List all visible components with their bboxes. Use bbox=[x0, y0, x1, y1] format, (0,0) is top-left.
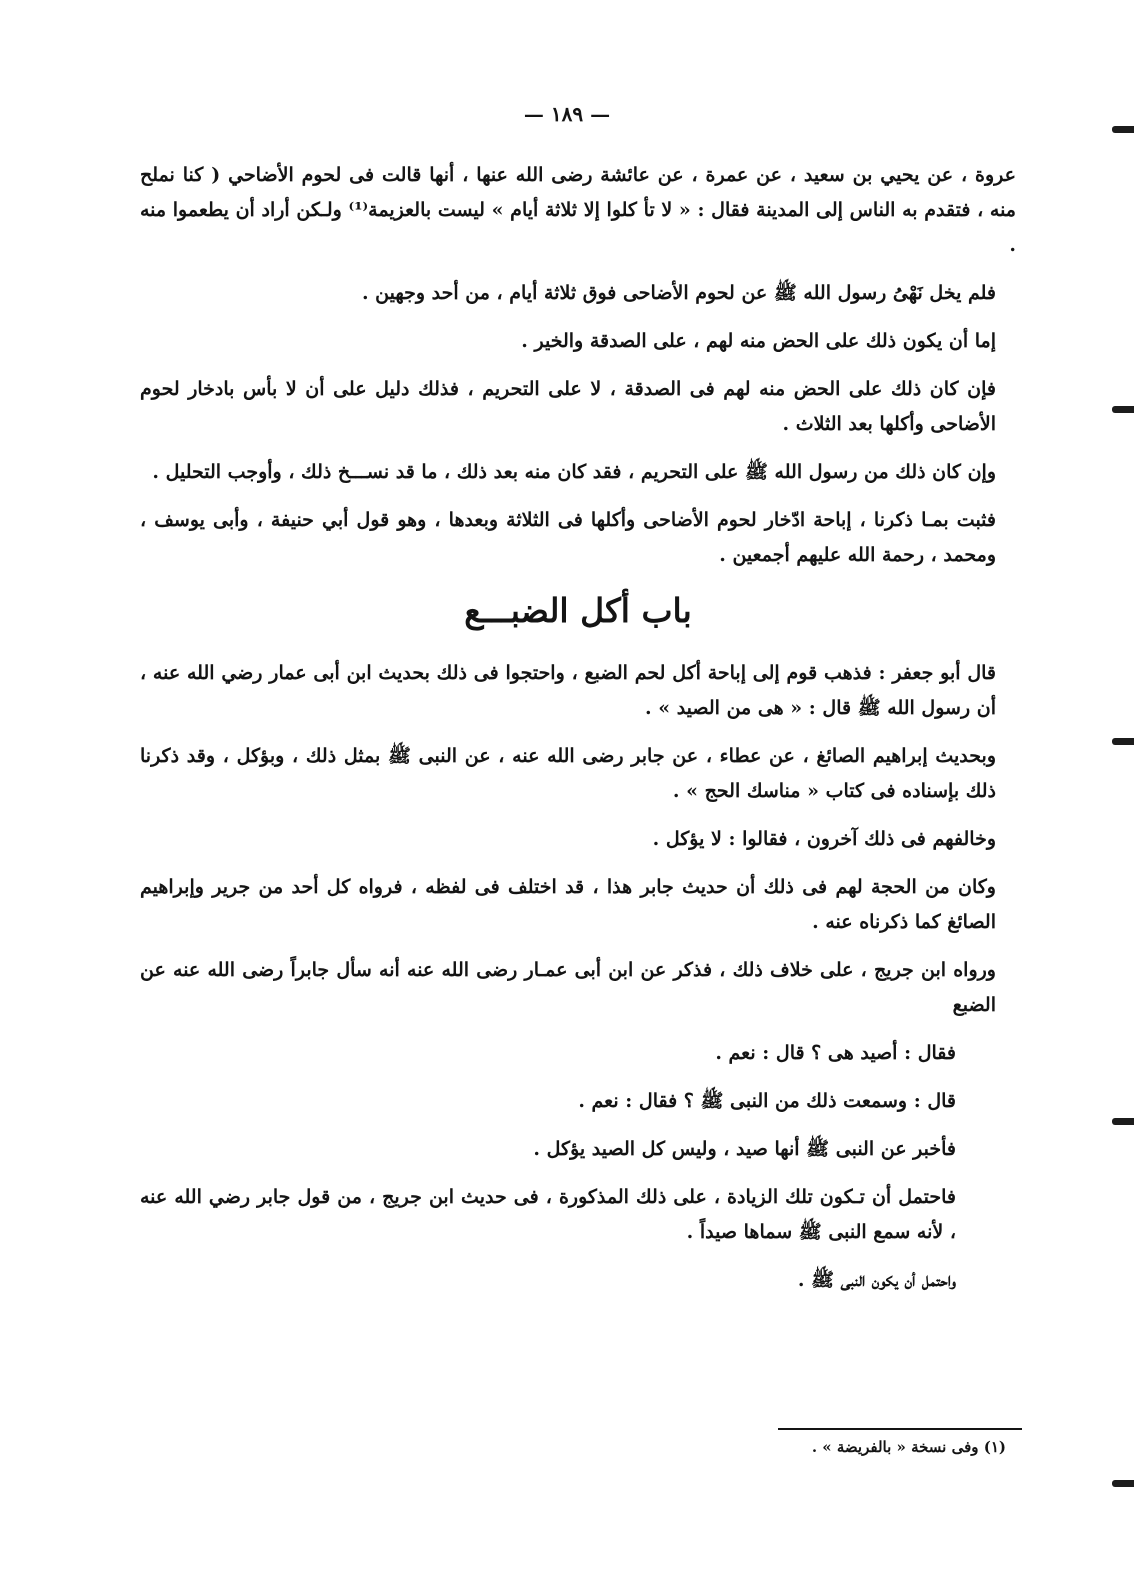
paragraph: ورواه ابن جريج ، على خلاف ذلك ، فذكر عن ابن أبى عمـار رضى الله عنه أنه سأل جابراً رضى الله عنه عن الضبع bbox=[140, 959, 996, 1016]
paragraph: فقال : أصيد هى ؟ قال : نعم . bbox=[715, 1042, 956, 1064]
paragraph: وبحديث إبراهيم الصائغ ، عن عطاء ، عن جابر رضى الله عنه ، عن النبى ﷺ بمثل ذلك ، وبؤكل ، وقد ذكرنا ذلك بإسناده فى كتاب « مناسك الحج » . bbox=[140, 745, 996, 802]
paragraph: عروة ، عن يحيي بن سعيد ، عن عمرة ، عن عائشة رضى الله عنها ، أنها قالت فى لحوم الأضاحي ( كنا نملح منه ، فتقدم به الناس إلى المدينة فقال : « لا تأ كلوا إلا ثلاثة أيام » ليست بالعزيمة⁽¹⁾ ولـكن أراد أن يطعموا منه . bbox=[140, 164, 1016, 256]
paragraph: وإن كان ذلك من رسول الله ﷺ على التحريم ، فقد كان منه بعد ذلك ، ما قد نســـخ ذلك ، وأوجب التحليل . bbox=[152, 461, 996, 483]
paragraph: فإن كان ذلك على الحض منه لهم فى الصدقة ، لا على التحريم ، فذلك دليل على أن لا بأس بادخار لحوم الأضاحى وأكلها بعد الثلاث . bbox=[140, 378, 996, 435]
paragraph: وكان من الحجة لهم فى ذلك أن حديث جابر هذا ، قد اختلف فى لفظه ، فرواه كل أحد من جرير وإبراهيم الصائغ كما ذكرناه عنه . bbox=[140, 876, 996, 933]
paragraph: وخالفهم فى ذلك آخرون ، فقالوا : لا يؤكل . bbox=[652, 828, 996, 850]
page-number: — ١٨٩ — bbox=[523, 102, 611, 126]
paragraph: فلم يخل نَهْىُ رسول الله ﷺ عن لحوم الأضاحى فوق ثلاثة أيام ، من أحد وجهين . bbox=[361, 282, 996, 304]
paragraph: فاحتمل أن تـكون تلك الزيادة ، على ذلك المذكورة ، فى حديث ابن جريج ، من قول جابر رضي الله عنه ، لأنه سمع النبى ﷺ سماها صيداً . bbox=[140, 1186, 956, 1243]
paragraph: إما أن يكون ذلك على الحض منه لهم ، على الصدقة والخير . bbox=[521, 330, 996, 352]
margin-tab-mark bbox=[1112, 126, 1134, 133]
paragraph: فثبت بمـا ذكرنا ، إباحة ادّخار لحوم الأضاحى وأكلها فى الثلاثة وبعدها ، وهو قول أبي حنيفة ، وأبى يوسف ، ومحمد ، رحمة الله عليهم أجمعين . bbox=[140, 509, 996, 566]
footnote: (١) وفى نسخة « بالفريضة » . bbox=[811, 1438, 1006, 1456]
chapter-heading: باب أكل الضبـــع bbox=[464, 591, 692, 630]
margin-tab-mark bbox=[1112, 406, 1134, 413]
paragraph: فأخبر عن النبى ﷺ أنها صيد ، وليس كل الصيد يؤكل . bbox=[533, 1138, 956, 1160]
paragraph: قال : وسمعت ذلك من النبى ﷺ ؟ فقال : نعم . bbox=[578, 1090, 956, 1112]
main-text bbox=[140, 158, 1016, 1311]
margin-tab-mark bbox=[1112, 738, 1134, 745]
margin-tab-mark bbox=[1112, 1118, 1134, 1125]
margin-tab-mark bbox=[1112, 1480, 1134, 1487]
footnote-divider bbox=[778, 1428, 1022, 1430]
paragraph: واحتمل أن يكون النبى ﷺ . bbox=[797, 1269, 956, 1291]
paragraph: قال أبو جعفر : فذهب قوم إلى إباحة أكل لحم الضبع ، واحتجوا فى ذلك بحديث ابن أبى عمار رضي الله عنه ، أن رسول الله ﷺ قال : « هى من الصيد » . bbox=[140, 662, 996, 719]
